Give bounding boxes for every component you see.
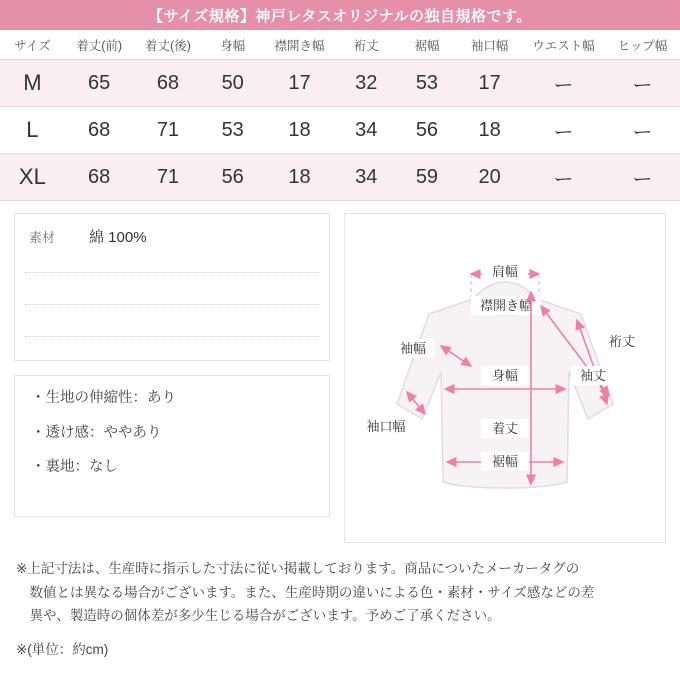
cell-value: ー: [605, 154, 680, 201]
cell-value: 32: [336, 60, 397, 107]
size-table: [0, 30, 680, 201]
cell-value: 34: [336, 107, 397, 154]
column-header-body-width: 身幅: [202, 30, 263, 60]
column-header-hip-width: ヒップ幅: [605, 30, 680, 60]
cell-value: 56: [397, 107, 458, 154]
feature-item: ・透け感：ややあり: [31, 424, 162, 441]
label-neck-opening: 襟開き幅: [479, 298, 533, 313]
page-title: 【サイズ規格】神戸レタスオリジナルの独自規格です。: [0, 0, 680, 30]
divider: [25, 336, 319, 337]
feature-item: ・裏地：なし: [31, 459, 118, 476]
note-line: 数値とは異なる場合がございます。また、生産時期の違いによる色・素材・サイズ感などの差: [16, 584, 595, 600]
cell-value: ー: [522, 60, 605, 107]
label-length: 着丈: [491, 421, 519, 436]
measurement-diagram: [344, 213, 666, 543]
cell-size: L: [0, 107, 65, 154]
label-yuki: 裄丈: [608, 334, 636, 349]
column-header-yuki: 裄丈: [336, 30, 397, 60]
info-column: [14, 213, 330, 543]
column-header-waist-width: ウエスト幅: [522, 30, 605, 60]
cell-value: 68: [65, 107, 134, 154]
cell-value: 18: [457, 107, 522, 154]
cell-value: ー: [522, 154, 605, 201]
cell-value: 53: [202, 107, 263, 154]
table-row: [0, 60, 680, 107]
cell-value: 71: [134, 107, 203, 154]
cell-value: ー: [522, 107, 605, 154]
label-sleeve-width: 袖幅: [399, 341, 427, 356]
label-sleeve-length: 袖丈: [579, 368, 607, 383]
cell-value: 17: [263, 60, 336, 107]
cell-value: ー: [605, 60, 680, 107]
cell-value: 20: [457, 154, 522, 201]
material-line: [29, 226, 315, 247]
cell-value: ー: [605, 107, 680, 154]
cell-value: 59: [397, 154, 458, 201]
material-value: 綿 100%: [89, 229, 147, 246]
table-header-row: [0, 30, 680, 60]
cell-value: 71: [134, 154, 203, 201]
column-header-length-back: 着丈(後): [134, 30, 203, 60]
unit-note: ※(単位：約cm): [16, 641, 109, 657]
cell-size: M: [0, 60, 65, 107]
material-label: 素材: [29, 230, 56, 245]
middle-section: [0, 201, 680, 543]
garment-diagram-svg: [345, 214, 665, 542]
note-line: 異や、製造時の個体差が多少生じる場合がございます。予めご了承ください。: [16, 608, 501, 624]
cell-value: 56: [202, 154, 263, 201]
label-cuff-width: 袖口幅: [366, 419, 406, 434]
cell-size: XL: [0, 154, 65, 201]
cell-value: 68: [134, 60, 203, 107]
column-header-cuff-width: 袖口幅: [457, 30, 522, 60]
cell-value: 18: [263, 107, 336, 154]
notes-block: [0, 543, 680, 628]
table-row: [0, 107, 680, 154]
feature-box: [14, 375, 330, 517]
note-line: ※上記寸法は、生産時に指示した寸法に従い掲載しております。商品についたメーカータグの: [16, 561, 580, 576]
cell-value: 50: [202, 60, 263, 107]
divider: [25, 304, 319, 305]
column-header-size: サイズ: [0, 30, 65, 60]
feature-item: ・生地の伸縮性：あり: [31, 390, 176, 406]
material-box: [14, 213, 330, 361]
table-row: [0, 154, 680, 201]
divider: [25, 272, 319, 273]
column-header-hem-width: 裾幅: [397, 30, 458, 60]
column-header-neck-opening: 襟開き幅: [263, 30, 336, 60]
cell-value: 68: [65, 154, 134, 201]
cell-value: 34: [336, 154, 397, 201]
label-hem-width: 裾幅: [491, 454, 519, 469]
cell-value: 17: [457, 60, 522, 107]
column-header-length-front: 着丈(前): [65, 30, 134, 60]
cell-value: 53: [397, 60, 458, 107]
label-shoulder: 肩幅: [491, 264, 519, 279]
cell-value: 65: [65, 60, 134, 107]
label-body-width: 身幅: [491, 368, 519, 383]
cell-value: 18: [263, 154, 336, 201]
